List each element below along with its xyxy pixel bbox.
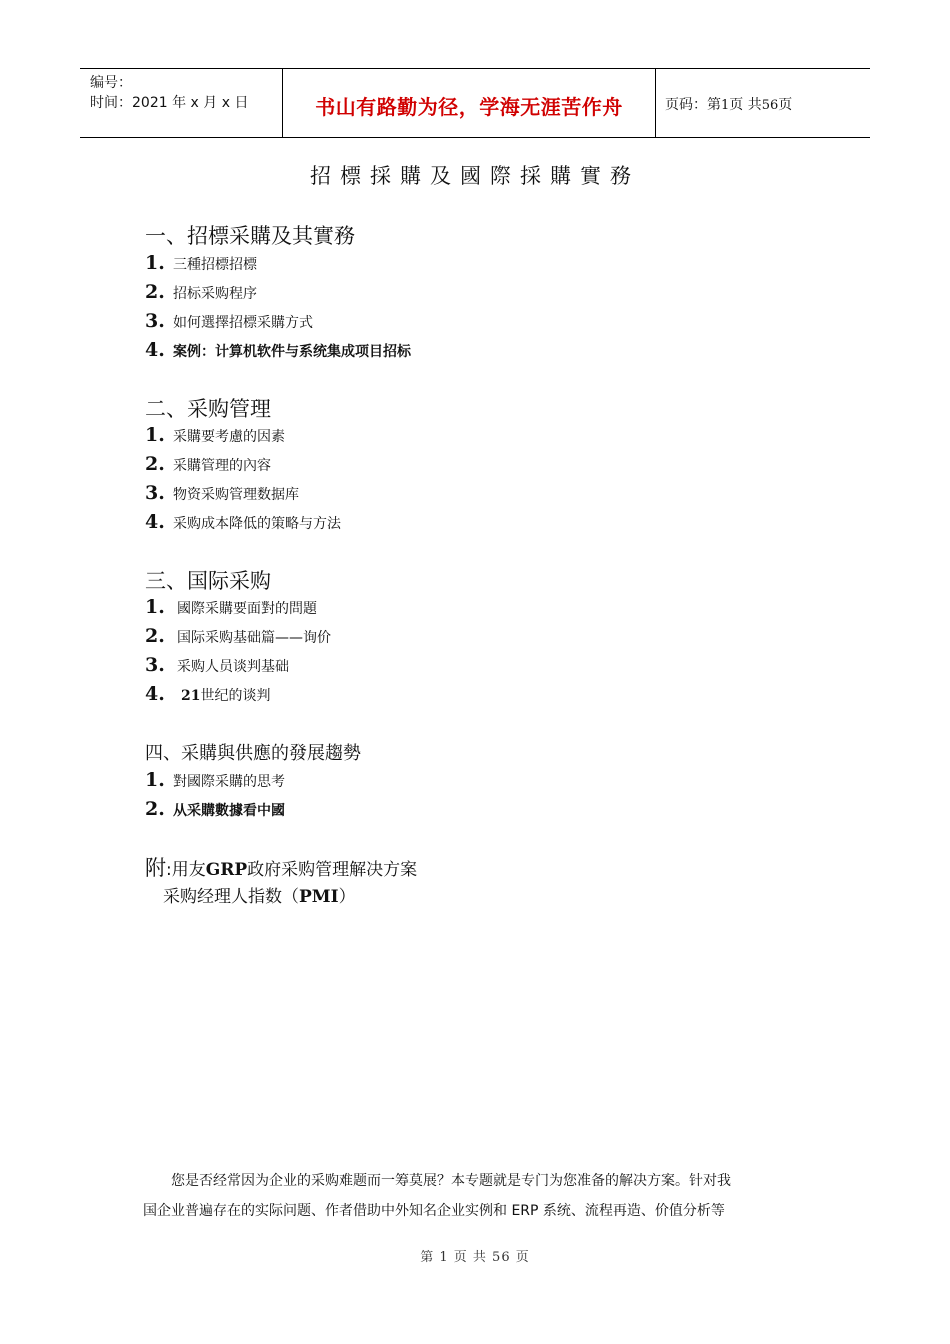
list-item: 2. 采購管理的內容 bbox=[145, 453, 271, 475]
page-code: 页码：第1页 共56页 bbox=[665, 97, 793, 113]
appendix-line-2: 采购经理人指数（PMI） bbox=[163, 887, 356, 907]
number-label: 编号： bbox=[90, 75, 132, 91]
list-item: 4. 案例：计算机软件与系统集成项目招标 bbox=[145, 339, 411, 361]
list-item: 3. 如何選擇招標采購方式 bbox=[145, 310, 313, 332]
page-footer: 第 1 页 共 56 页 bbox=[420, 1250, 530, 1265]
list-item: 4. 21世纪的谈判 bbox=[145, 683, 271, 705]
list-item: 1. 采購要考慮的因素 bbox=[145, 424, 285, 446]
document-title: 招標採購及國際採購實務 bbox=[310, 164, 640, 188]
list-item: 1. 對國際采購的思考 bbox=[145, 769, 285, 791]
paragraph-line-1: 您是否经常因为企业的采购难题而一筹莫展？本专题就是专门为您准备的解决方案。针对我 bbox=[143, 1173, 731, 1189]
list-item: 2. 招标采购程序 bbox=[145, 281, 257, 303]
header-page-cell bbox=[655, 69, 870, 137]
header-motto-cell bbox=[282, 69, 656, 137]
paragraph-line-2: 国企业普遍存在的实际问题、作者借助中外知名企业实例和 ERP 系统、流程再造、价值分析等 bbox=[143, 1203, 725, 1219]
list-item: 1. 三種招標招標 bbox=[145, 252, 257, 274]
list-item: 1. 國際采購要面對的問題 bbox=[145, 596, 317, 618]
motto: 书山有路勤为径，学海无涯苦作舟 bbox=[315, 95, 623, 119]
appendix-line-1: 附:用友GRP政府采购管理解决方案 bbox=[145, 856, 418, 880]
list-item: 2. 从采購數據看中國 bbox=[145, 798, 285, 820]
section-heading-1: 一、招標采購及其實務 bbox=[145, 224, 355, 248]
date-label: 时间：2021 年 x 月 x 日 bbox=[90, 95, 249, 111]
list-item: 2. 国际采购基础篇——询价 bbox=[145, 625, 331, 647]
list-item: 3. 物资采购管理数据库 bbox=[145, 482, 299, 504]
page-header bbox=[80, 68, 870, 138]
header-meta-cell bbox=[80, 69, 282, 137]
list-item: 3. 采购人员谈判基础 bbox=[145, 654, 289, 676]
section-heading-3: 三、国际采购 bbox=[145, 569, 271, 593]
intro-paragraph bbox=[143, 1166, 813, 1226]
list-item: 4. 采购成本降低的策略与方法 bbox=[145, 511, 341, 533]
section-heading-4: 四、采購與供應的發展趨勢 bbox=[145, 743, 361, 764]
section-heading-2: 二、采购管理 bbox=[145, 397, 271, 421]
